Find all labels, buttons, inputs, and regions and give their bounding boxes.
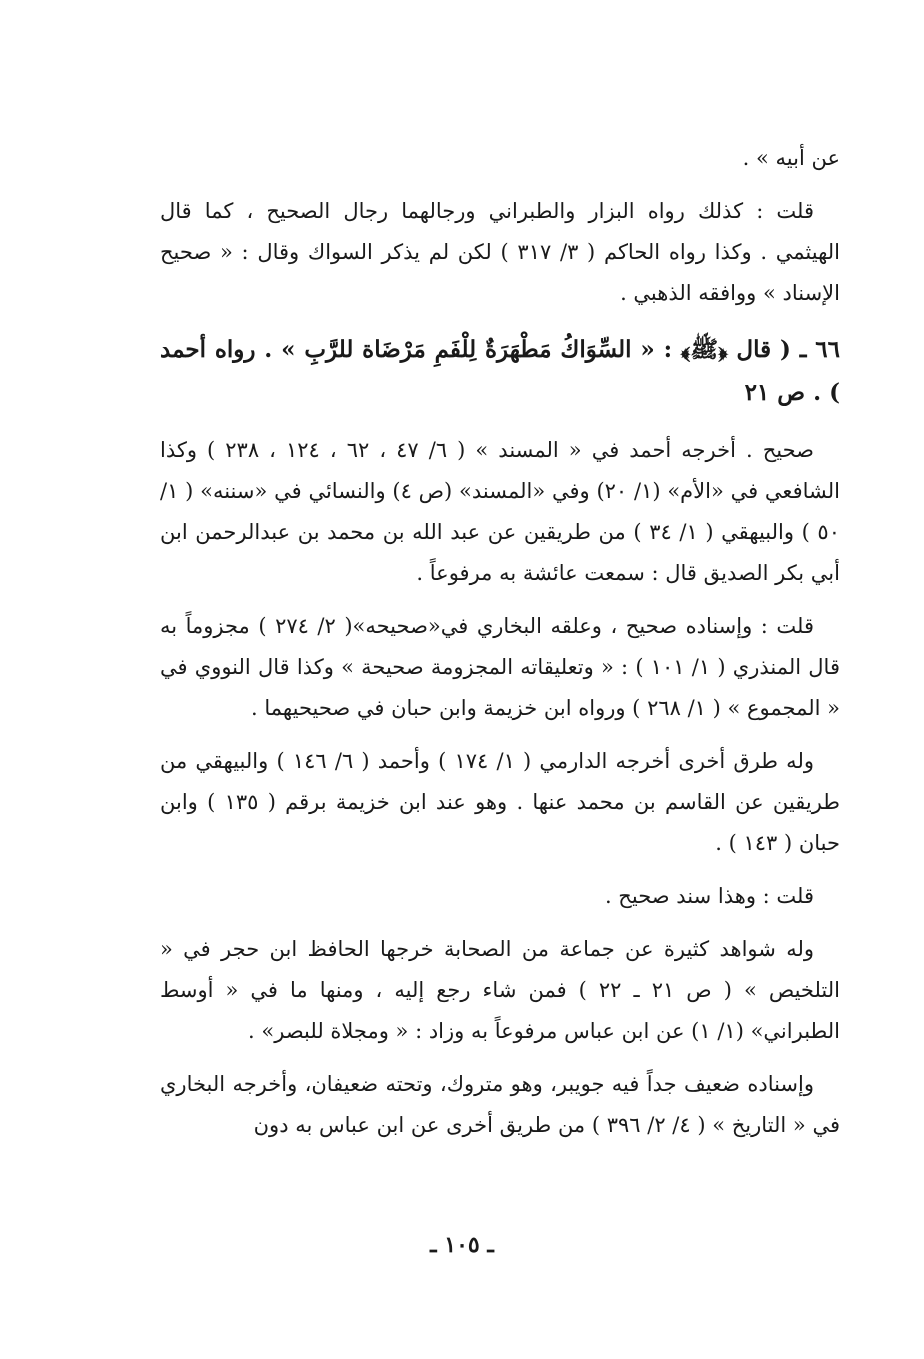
page-number: ـ ١٠٥ ـ [430,1232,494,1258]
hadith-66-heading: ٦٦ ـ ( قال ﴿ﷺ﴾ : « السِّوَاكُ مَطْهَرَةٌ لِلْفَمِ مَرْضَاة للرَّبِ » . رواه أحمد ) . ص ٢١ [160,336,840,406]
paragraph-isnad-sahih: قلت : وإسناده صحيح ، وعلقه البخاري في«صحيحه»( ٢/ ٢٧٤ ) مجزوماً به قال المنذري ( ١/ ١٠١ ) : « وتعليقاته المجزومة صحيحة » وكذا قال النووي في « المجموع » ( ١/ ٢٦٨ ) ورواه ابن خزيمة وابن حبان في صحيحيهما . [160,614,840,720]
paragraph-continuation: عن أبيه » . [742,146,840,170]
paragraph-takhrij-note: قلت : كذلك رواه البزار والطبراني ورجالهما رجال الصحيح ، كما قال الهيثمي . وكذا رواه الحاكم ( ٣/ ٣١٧ ) لكن لم يذكر السواك وقال : « صحيح الإسناد » ووافقه الذهبي . [160,199,840,305]
paragraph-shawahid: وله شواهد كثيرة عن جماعة من الصحابة خرجها الحافظ ابن حجر في « التلخيص » ( ص ٢١ ـ ٢٢ ) فمن شاء رجع إليه ، ومنها ما في « أوسط الطبراني» (١/ ١) عن ابن عباس مرفوعاً به وزاد : « ومجلاة للبصر» . [160,937,840,1043]
paragraph-other-routes: وله طرق أخرى أخرجه الدارمي ( ١/ ١٧٤ ) وأحمد ( ٦/ ١٤٦ ) والبيهقي من طريقين عن القاسم بن محمد عنها . وهو عند ابن خزيمة برقم ( ١٣٥ ) وابن حبان ( ١٤٣ ) . [160,749,840,855]
paragraph-sanad-sahih: قلت : وهذا سند صحيح . [604,884,814,908]
page-body [160,138,840,1146]
paragraph-sahih-takhrij: صحيح . أخرجه أحمد في « المسند » ( ٦/ ٤٧ ، ٦٢ ، ١٢٤ ، ٢٣٨ ) وكذا الشافعي في «الأم» (١/ ٢٠) وفي «المسند» (ص ٤) والنسائي في «سننه» ( ١/ ٥٠ ) والبيهقي ( ١/ ٣٤ ) من طريقين عن عبد الله بن محمد بن عبدالرحمن ابن أبي بكر الصديق قال : سمعت عائشة به مرفوعاً . [160,438,840,585]
paragraph-daif-isnad: وإسناده ضعيف جداً فيه جويبر، وهو متروك، وتحته ضعيفان، وأخرجه البخاري في « التاريخ » ( ٤/ ٢/ ٣٩٦ ) من طريق أخرى عن ابن عباس به دون [160,1072,840,1137]
